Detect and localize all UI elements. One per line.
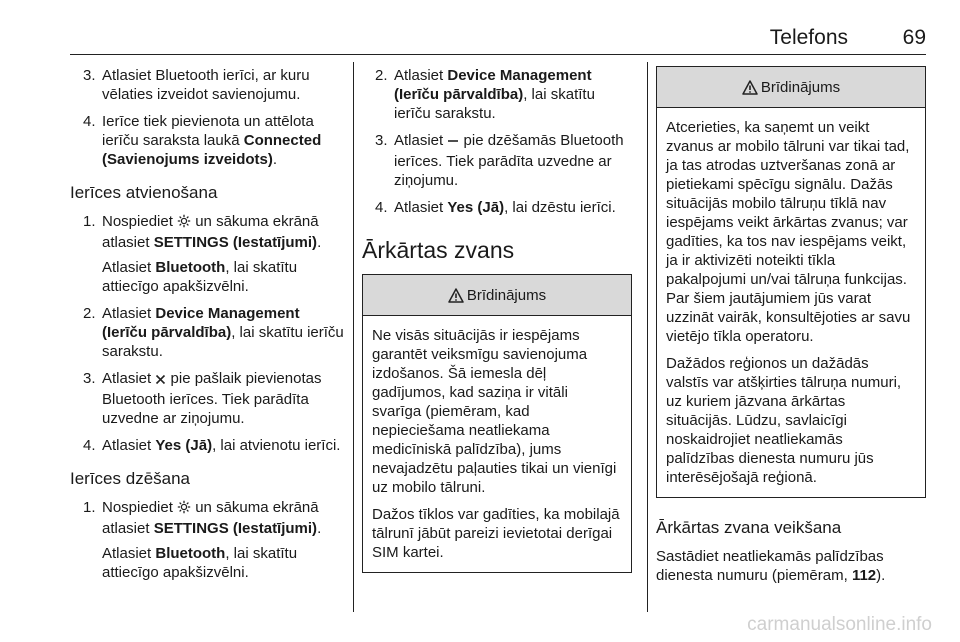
section-heading-disconnect: Ierīces atvienošana [70,183,218,202]
warning-header: Brīdinājums [657,67,925,108]
section-heading-making-call: Ārkārtas zvana veikšana [656,518,842,537]
list-item: 1. Nospiediet un sākuma ekrānā atlasiet SETTINGS (Iestatījumi). Atlasiet Bluetooth, lai skatītu attiecīgo apakšizvēlni. [83,213,322,295]
warning-text: Dažos tīklos var gadīties, ka mobilajā tālrunī jābūt pareizi ievietotai derīgai SIM kartei. [372,506,620,561]
list-item: 4. Atlasiet Yes (Jā), lai atvienotu ierīci. [83,437,341,454]
settings-gear-icon [177,214,191,233]
warning-text: Ne visās situācijās ir iespējams garantēt veiksmīgu savienojuma izdošanos. Šā iemesla dēļ gadījumos, kad saziņa ir vitāli svarīga (piemēram, kad nepieciešama neatliekama medicīniskā palīdzība), jums nevajadzētu paļauties tikai un vienīgi uz mobilo tālruni. [372,327,617,496]
list-item: 2. Atlasiet Device Management (Ierīču pārvaldība), lai skatītu ierīču sarakstu. [375,67,595,122]
page-header [70,26,926,54]
column-left [70,66,346,590]
item-text: Ierīce tiek pievienota un attēlota ierīču saraksta laukā Connected (Savienojums izveidots). [102,113,322,168]
warning-triangle-icon [448,288,464,303]
settings-gear-icon [177,500,191,519]
body-text: Sastādiet neatliekamās palīdzības dienesta numuru (piemēram, 112). [656,548,886,584]
chapter-title: Telefons [769,26,848,49]
column-divider-1 [353,62,354,612]
section-heading-delete: Ierīces dzēšana [70,469,191,488]
item-text: Atlasiet Bluetooth ierīci, ar kuru vēlaties izveidot savienojumu. [102,67,310,103]
warning-triangle-icon [742,80,758,95]
list-item: 3. Atlasiet pie pašlaik pievienotas Bluetooth ierīces. Tiek parādīta uzvedne ar ziņojumu. [83,370,322,427]
warning-box [656,66,926,498]
list-item: 4. Atlasiet Yes (Jā), lai dzēstu ierīci. [375,199,616,216]
list-item: 4. Ierīce tiek pievienota un attēlota ierīču saraksta laukā Connected (Savienojums izveidots). [70,112,346,169]
list-item: 2. Atlasiet Device Management (Ierīču pārvaldība), lai skatītu ierīču sarakstu. [83,305,344,360]
page-number: 69 [902,26,926,49]
warning-header: Brīdinājums [363,275,631,316]
close-x-icon [155,371,166,390]
list-item: 3. Atlasiet pie dzēšamās Bluetooth ierīces. Tiek parādīta uzvedne ar ziņojumu. [375,132,624,189]
column-right [656,66,926,585]
warning-box [362,274,632,573]
watermark: carmanualsonline.info [747,614,932,635]
warning-text: Dažādos reģionos un dažādās valstīs var atšķirties tālruņa numuri, uz kuriem jāzvana ārkārtas situācijās. Lūdzu, savlaicīgi noskaidrojiet neatliekamās palīdzības dienesta numuru jūs interēsējošajā reģionā. [666,355,902,486]
minus-icon [447,133,459,152]
section-heading-emergency: Ārkārtas zvans [362,237,515,263]
column-divider-2 [647,62,648,612]
warning-text: Atcerieties, ka saņemt un veikt zvanus ar mobilo tālruni var tikai tad, ja tas atrodas uztveršanas zonā ar pietiekami spēcīgu signālu. Dažās situācijās mobilo tālruņu tīklā nav iespējams veikt ārkārtas zvanus; var gadīties, ka tos nav iespējams veikt, ja ir aktivizēti noteikti tīkla pakalpojumi un/vai tālruņa funkcijas. Par šiem jautājumiem jūs varat uzzināt vairāk, konsultējoties ar savu vietējo tīkla operatoru. [666,119,911,345]
list-item: 1. Nospiediet un sākuma ekrānā atlasiet SETTINGS (Iestatījumi). Atlasiet Bluetooth, lai skatītu attiecīgo apakšizvēlni. [83,499,322,581]
column-middle [362,66,632,573]
list-item: 3. Atlasiet Bluetooth ierīci, ar kuru vēlaties izveidot savienojumu. [70,66,346,104]
header-rule [70,54,926,55]
